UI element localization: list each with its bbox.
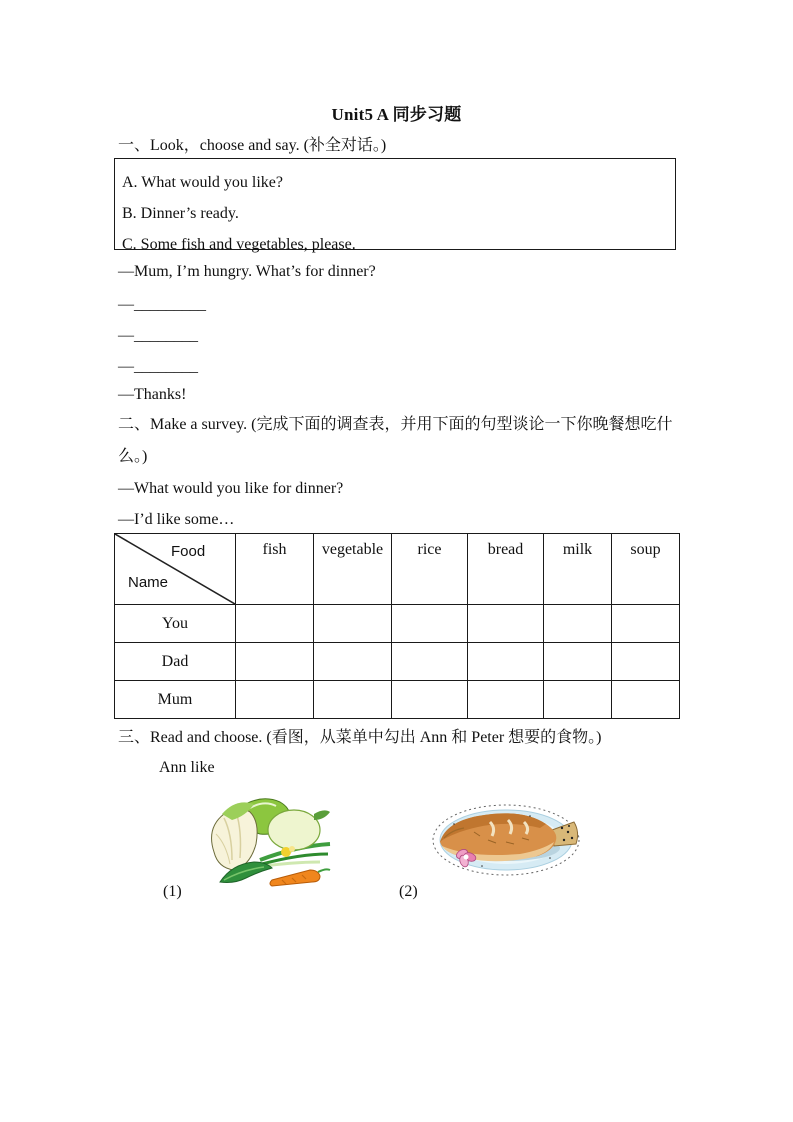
- empty-cell: [468, 605, 544, 643]
- empty-cell: [314, 605, 392, 643]
- vegetables-image: [202, 794, 334, 890]
- dialogue-blank-1: —_________: [118, 296, 206, 313]
- empty-cell: [544, 681, 612, 719]
- empty-cell: [236, 681, 314, 719]
- section2-heading-line2: 么。): [118, 448, 148, 465]
- empty-cell: [612, 605, 680, 643]
- column-header-milk: milk: [544, 534, 612, 605]
- empty-cell: [392, 681, 468, 719]
- empty-cell: [468, 643, 544, 681]
- corner-label-food: Food: [171, 543, 206, 560]
- empty-cell: [314, 681, 392, 719]
- empty-cell: [544, 643, 612, 681]
- corner-label-name: Name: [128, 574, 169, 591]
- empty-cell: [544, 605, 612, 643]
- empty-cell: [392, 605, 468, 643]
- empty-cell: [612, 643, 680, 681]
- image-label-1: (1): [163, 883, 182, 900]
- dialogue-line-thanks: —Thanks!: [118, 386, 187, 403]
- option-a: A. What would you like?: [122, 174, 284, 191]
- empty-cell: [612, 681, 680, 719]
- section3-heading: 三、Read and choose. (看图，从菜单中勾出 Ann 和 Peter 想要的食物。): [118, 729, 602, 746]
- row-label-mum: Mum: [115, 681, 236, 719]
- dialogue-line-1: —Mum, I’m hungry. What’s for dinner?: [118, 263, 376, 280]
- column-header-fish: fish: [236, 534, 314, 605]
- section1-heading: 一、Look，choose and say. (补全对话。): [118, 137, 387, 154]
- table-row-dad: [115, 643, 680, 681]
- image-label-2: (2): [399, 883, 418, 900]
- table-corner-cell: [115, 534, 235, 604]
- section3-subheading: Ann like: [159, 759, 215, 776]
- dialogue-blank-3: —________: [118, 358, 198, 375]
- column-header-soup: soup: [612, 534, 680, 605]
- empty-cell: [468, 681, 544, 719]
- fish-on-plate-image: [430, 802, 582, 878]
- empty-cell: [236, 605, 314, 643]
- section2-heading-line1: 二、Make a survey. (完成下面的调查表，并用下面的句型谈论一下你晚餐想吃什: [118, 416, 673, 433]
- option-b: B. Dinner’s ready.: [122, 205, 239, 222]
- page-title: Unit5 A 同步习题: [331, 105, 462, 124]
- section2-prompt-answer: —I’d like some…: [118, 511, 235, 528]
- column-header-bread: bread: [468, 534, 544, 605]
- row-label-dad: Dad: [115, 643, 236, 681]
- table-header-row: [115, 534, 680, 605]
- table-row-mum: [115, 681, 680, 719]
- dialogue-blank-2: —________: [118, 327, 198, 344]
- empty-cell: [392, 643, 468, 681]
- table-row-you: [115, 605, 680, 643]
- empty-cell: [314, 643, 392, 681]
- option-c: C. Some fish and vegetables, please.: [122, 236, 356, 253]
- column-header-rice: rice: [392, 534, 468, 605]
- empty-cell: [236, 643, 314, 681]
- options-box: [114, 158, 676, 253]
- survey-table: [114, 533, 680, 719]
- section2-prompt-question: —What would you like for dinner?: [118, 480, 344, 497]
- row-label-you: You: [115, 605, 236, 643]
- column-header-vegetable: vegetable: [314, 534, 392, 605]
